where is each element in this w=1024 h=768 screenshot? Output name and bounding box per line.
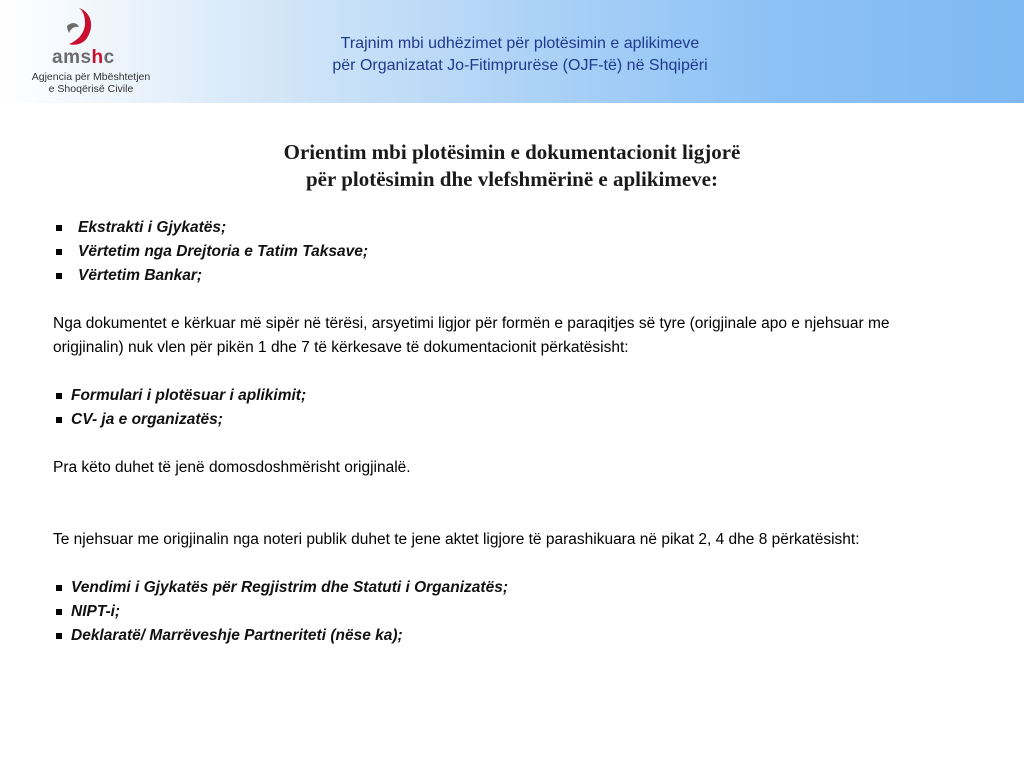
list-item: CV- ja e organizatës;	[53, 408, 953, 432]
slide-title: Orientim mbi plotësimin e dokumentacionit ligjorë për plotësimin dhe vlefshmërinë e aplikimeve:	[283, 140, 741, 191]
header-banner	[0, 0, 1024, 103]
bullet-icon	[56, 225, 62, 231]
document-list-3	[53, 576, 953, 648]
paragraph-2: Pra këto duhet të jenë domosdoshmërisht origjinalë.	[53, 459, 411, 476]
bullet-icon	[56, 585, 62, 591]
bullet-icon	[56, 609, 62, 615]
list-item: Formulari i plotësuar i aplikimit;	[53, 384, 953, 408]
logo-subtitle: Agjencia për Mbështetjen e Shoqërisë Civile	[31, 71, 151, 95]
list-item: Vërtetim Bankar;	[53, 264, 953, 288]
list-item: Vërtetim nga Drejtoria e Tatim Taksave;	[53, 240, 953, 264]
bullet-icon	[56, 249, 62, 255]
bullet-icon	[56, 393, 62, 399]
bullet-icon	[56, 417, 62, 423]
amshc-logo	[18, 6, 158, 98]
document-list-1	[53, 216, 953, 288]
document-list-2	[53, 384, 953, 432]
bullet-icon	[56, 633, 62, 639]
bullet-icon	[56, 273, 62, 279]
list-item: Vendimi i Gjykatës për Regjistrim dhe Statuti i Organizatës;	[53, 576, 953, 600]
header-title: Trajnim mbi udhëzimet për plotësimin e aplikimeve për Organizatat Jo-Fitimprurëse (OJF-të) në Shqipëri	[332, 35, 708, 74]
list-item: Deklaratë/ Marrëveshje Partneriteti (nëse ka);	[53, 624, 953, 648]
logo-wordmark: amshc	[52, 47, 115, 68]
list-item: Ekstrakti i Gjykatës;	[53, 216, 953, 240]
paragraph-1: Nga dokumentet e kërkuar më sipër në tërësi, arsyetimi ligjor për formën e paraqitjes së tyre (origjinale apo e njehsuar me origjinalin) nuk vlen për pikën 1 dhe 7 të kërkesave të dokumentacionit përkatësisht:	[53, 315, 890, 356]
logo-swoosh-icon	[61, 6, 111, 48]
list-item: NIPT-i;	[53, 600, 953, 624]
paragraph-3: Te njehsuar me origjinalin nga noteri publik duhet te jene aktet ligjore të parashikuara në pikat 2, 4 dhe 8 përkatësisht:	[53, 531, 860, 548]
slide-body	[53, 216, 953, 648]
